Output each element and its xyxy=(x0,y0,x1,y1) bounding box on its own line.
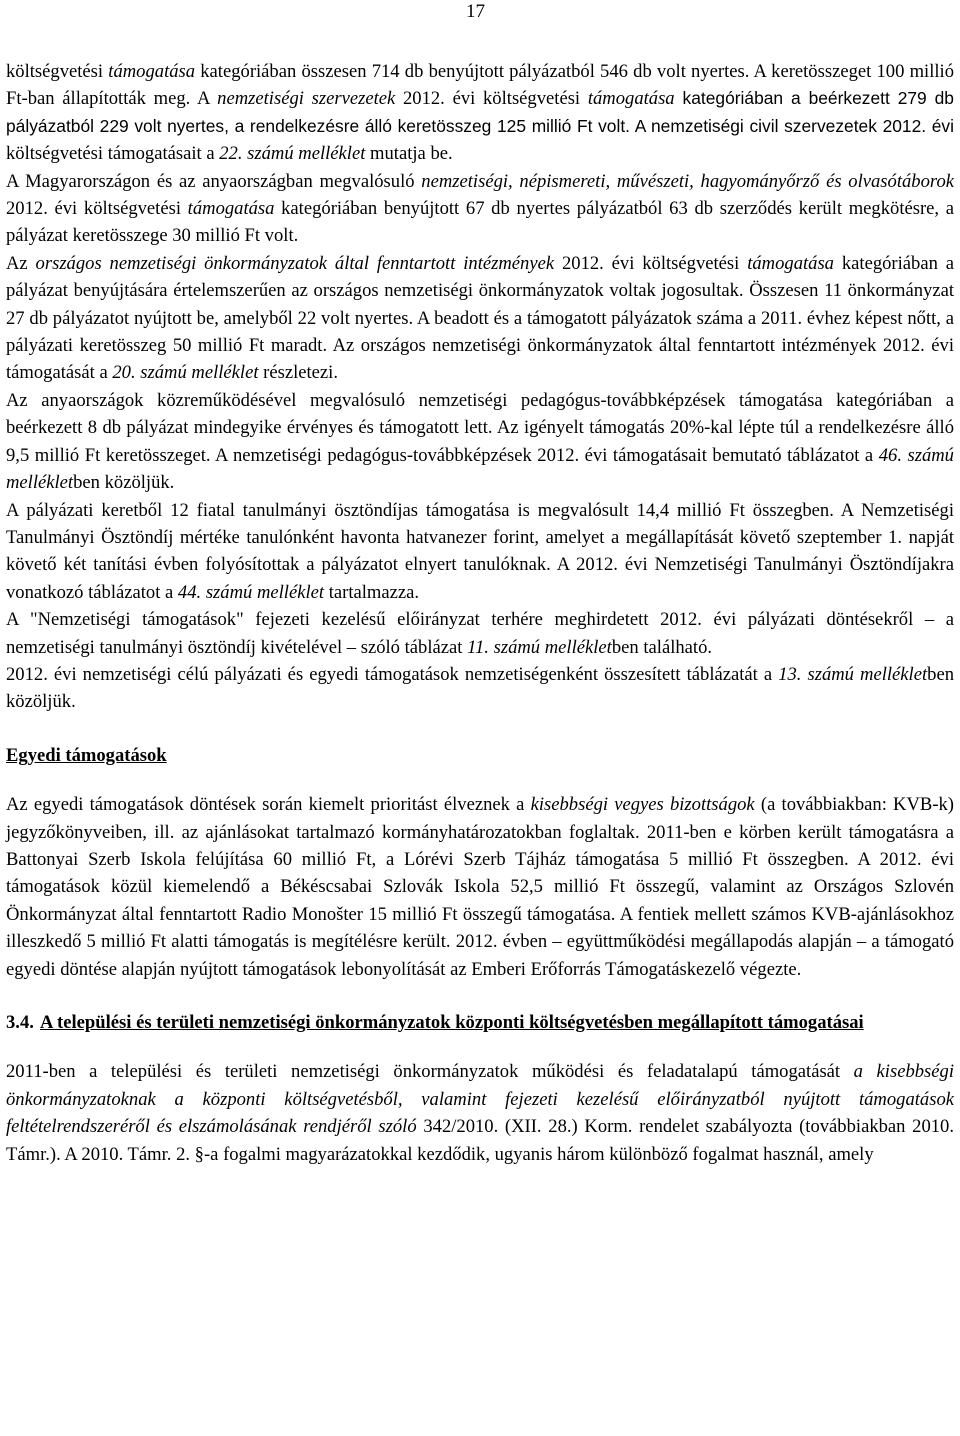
text-run: 342/2010. (XII. 28.) Korm. rendelet szabályozta (továbbiakban 2010. Támr.). A 2010. Támr. 2. §-a fogalmi magyarázatokkal kezdődik, ugyanis három különböző fogalmat használ, amely xyxy=(6,1116,954,1165)
text-run: részletezi. xyxy=(258,362,338,384)
text-run: kategóriában a pályázat benyújtására értelemszerűen az országos nemzetiségi önkormányzatok voltak jogosultak. Összesen 11 önkormányzat 27 db pályázatot nyújtott be, amelyből 22 volt nyertes. A beadott és a támogatott pályázatok száma a 2011. évhez képest nőtt, a pályázati keretösszeg 50 millió Ft maradt. Az országos nemzetiségi önkormányzatok által fenntartott intézmények 2012. évi támogatását a xyxy=(6,252,954,384)
italic-text-run: támogatása xyxy=(587,88,675,110)
italic-text-run: támogatása xyxy=(747,252,834,274)
paragraph-individual-support xyxy=(6,791,954,983)
text-run: ben közöljük. xyxy=(6,663,954,713)
italic-text-run: 20. számú melléklet xyxy=(112,362,259,384)
italic-text-run: 22. számú melléklet xyxy=(219,143,366,165)
text-run: A pályázati keretből 12 fiatal tanulmányi ösztöndíjas támogatása is megvalósult 14,4 millió Ft összegben. A Nemzetiségi Tanulmányi Ösztöndíj mértéke tanulónként havonta hatvanezer forint, amelyet a megállapítását követő szeptember 1. napját követő két tanítási évben folyósítottak a pályázatot elnyert tanulóknak. A 2012. évi Nemzetiségi Tanulmányi Ösztöndíjakra vonatkozó táblázatot a xyxy=(6,499,954,603)
text-run: költségvetési xyxy=(6,61,109,82)
section-heading-individual-support: Egyedi támogatások xyxy=(6,744,167,766)
text-run: tartalmazza. xyxy=(324,581,420,603)
text-run: kategóriában a beérkezett 279 db pályázatból 229 volt nyertes, a rendelkezésre álló keretösszeg 125 millió Ft volt. A nemzetiségi civil szervezetek 2012. évi xyxy=(6,88,954,136)
italic-text-run: a kisebbségi önkormányzatoknak a központi költségvetésből, valamint fejezeti kezelésű előirányzatból nyújtott támogatások feltételrendszeréről és elszámolásának rendjéről szóló xyxy=(6,1061,954,1138)
section-heading-3-4 xyxy=(6,1009,954,1036)
paragraph-civil-support xyxy=(6,58,954,168)
text-run: (a továbbiakban: KVB-k) jegyzőkönyveiben, ill. az ajánlásokat tartalmazó kormányhatározatokban foglaltak. 2011-ben e körben került támogatásra a Battonyai Szerb Iskola felújítása 60 millió Ft, a Lórévi Szerb Tájház támogatása 5 millió Ft összegben. A 2012. évi támogatások közül kiemelendő a Békéscsabai Szlovák Iskola 52,5 millió Ft összegű, valamint az Országos Szlovén Önkormányzat által fenntartott Radio Monošter 15 millió Ft összegű támogatása. A fentiek mellett számos KVB-ajánlásokhoz illeszkedő 5 millió Ft alatti támogatás is megítélésre került. 2012. évben – együttműködési megállapodás alapján – a támogató egyedi döntése alapján nyújtott támogatások lebonyolítását az Emberi Erőforrás Támogatáskezelő végezte. xyxy=(6,794,954,980)
text-run: Az egyedi támogatások döntések során kiemelt prioritást élveznek a xyxy=(6,794,531,816)
text-run: A "Nemzetiségi támogatások" fejezeti kezelésű előirányzat terhére meghirdetett 2012. évi pályázati döntésekről – a nemzetiségi tanulmányi ösztöndíj kivételével – szóló táblázat xyxy=(6,609,954,658)
document-body xyxy=(6,58,954,1168)
text-run: Az anyaországok közreműködésével megvalósuló nemzetiségi pedagógus-továbbképzések támogatása kategóriában a beérkezett 8 db pályázat mindegyike érvényes és támogatott lett. Az igényelt támogatás 20%-kal lépte túl a rendelkezésre álló 9,5 millió Ft keretösszeget. A nemzetiségi pedagógus-továbbképzések 2012. évi támogatásait bemutató táblázatot a xyxy=(6,389,954,466)
italic-text-run: támogatása xyxy=(187,198,275,220)
italic-text-run: 13. számú melléklet xyxy=(778,663,928,685)
text-run: A Magyarországon és az anyaországban megvalósuló xyxy=(6,170,422,192)
page-number: 17 xyxy=(466,1,485,22)
italic-text-run: 11. számú melléklet xyxy=(467,636,612,658)
italic-text-run: nemzetiségi, népismereti, művészeti, hagyományőrző és olvasótáborok xyxy=(421,170,954,192)
text-run: 2011-ben a települési és területi nemzetiségi önkormányzatok működési és feladatalapú támogatását xyxy=(6,1061,854,1083)
paragraph-municipal-support xyxy=(6,1058,954,1168)
text-run: 2012. évi nemzetiségi célú pályázati és egyedi támogatások nemzetiségenként összesített táblázatát a xyxy=(6,663,779,685)
paragraph-summary-table xyxy=(6,661,954,716)
paragraph-appropriation xyxy=(6,606,954,661)
section-title: A települési és területi nemzetiségi önkormányzatok központi költségvetésben megállapított támogatásai xyxy=(40,1012,864,1033)
italic-text-run: kisebbségi vegyes bizottságok xyxy=(530,794,755,816)
italic-text-run: országos nemzetiségi önkormányzatok által fenntartott intézmények xyxy=(35,252,555,274)
italic-text-run: 44. számú melléklet xyxy=(177,581,325,603)
paragraph-teacher-training xyxy=(6,387,954,497)
paragraph-camps xyxy=(6,168,954,250)
text-run: költségvetési támogatásait a xyxy=(6,143,220,165)
text-run: Az xyxy=(6,252,36,274)
text-run: ben közöljük. xyxy=(73,472,175,494)
paragraph-scholarship xyxy=(6,497,954,607)
italic-text-run: támogatása xyxy=(108,61,196,82)
text-run: kategóriában benyújtott 67 db nyertes pályázatból 63 db szerződés került megkötésre, a pályázat keretösszege 30 millió Ft volt. xyxy=(6,198,954,247)
italic-text-run: nemzetiségi szervezetek xyxy=(217,88,396,110)
text-run: 2012. évi költségvetési xyxy=(395,88,588,110)
italic-text-run: 46. számú melléklet xyxy=(6,444,954,494)
text-run: ben található. xyxy=(611,636,713,658)
section-number: 3.4. xyxy=(6,1012,34,1033)
text-run: 2012. évi költségvetési xyxy=(6,198,188,220)
paragraph-institutions xyxy=(6,250,954,387)
text-run: 2012. évi költségvetési xyxy=(554,252,748,274)
text-run: mutatja be. xyxy=(365,143,453,165)
text-run: kategóriában összesen 714 db benyújtott pályázatból 546 db volt nyertes. A keretösszeget 100 millió Ft-ban állapították meg. A xyxy=(6,61,954,110)
